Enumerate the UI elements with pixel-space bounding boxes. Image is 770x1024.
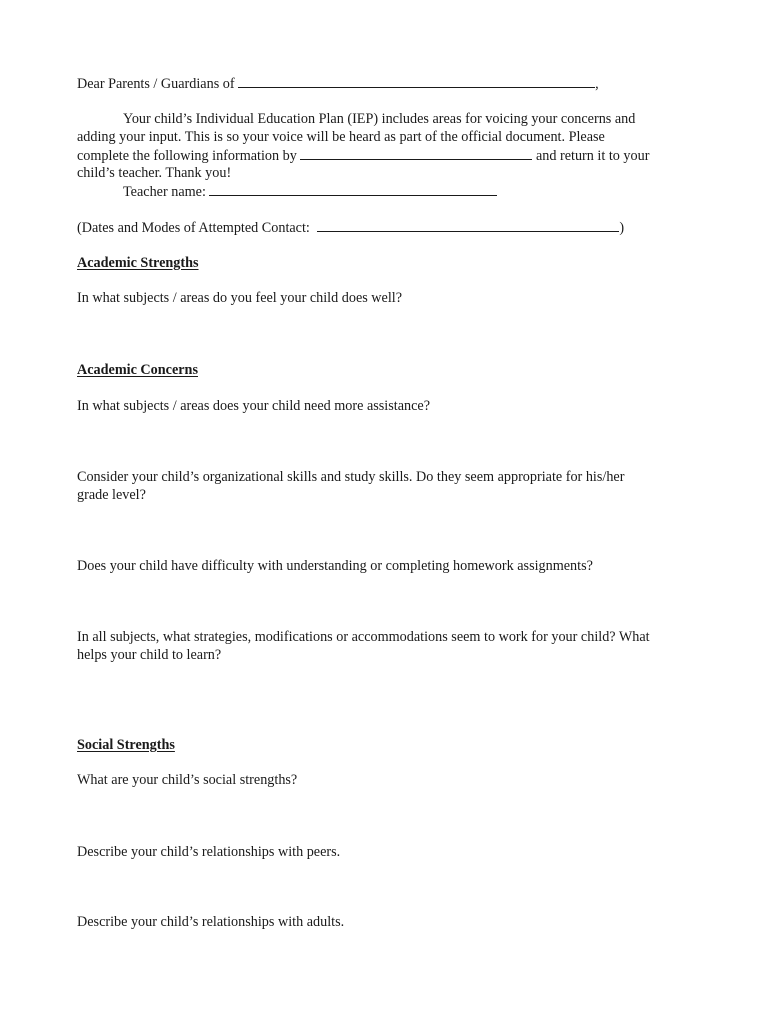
salutation-suffix: , <box>595 76 599 92</box>
contact-prefix: (Dates and Modes of Attempted Contact: <box>77 220 310 236</box>
intro-line-4: child’s teacher. Thank you! <box>77 165 232 181</box>
teacher-name-line <box>123 182 497 201</box>
social-strengths-heading: Social Strengths <box>77 737 175 753</box>
academic-concerns-heading: Academic Concerns <box>77 362 198 378</box>
salutation-prefix: Dear Parents / Guardians of <box>77 76 235 92</box>
academic-concerns-question-4-line-2: helps your child to learn? <box>77 647 222 663</box>
contact-blank[interactable] <box>317 218 619 232</box>
academic-concerns-question-2-line-2: grade level? <box>77 487 146 503</box>
return-date-blank[interactable] <box>300 146 532 160</box>
contact-suffix: ) <box>619 220 625 236</box>
social-strengths-question-2: Describe your child’s relationships with peers. <box>77 844 341 860</box>
academic-strengths-heading: Academic Strengths <box>77 255 199 271</box>
deadline-suffix: and return it to your <box>535 148 650 164</box>
academic-concerns-question-4-line-1: In all subjects, what strategies, modifications or accommodations seem to work for your child? What <box>77 629 650 645</box>
contact-line <box>77 218 624 237</box>
deadline-prefix: complete the following information by <box>77 148 297 164</box>
academic-concerns-question-3: Does your child have difficulty with understanding or completing homework assignments? <box>77 558 593 574</box>
academic-concerns-question-2-line-1: Consider your child’s organizational skills and study skills. Do they seem appropriate for his/her <box>77 469 625 485</box>
intro-line-2: adding your input. This is so your voice will be heard as part of the official document. Please <box>77 129 605 145</box>
salutation-line <box>77 74 599 93</box>
child-name-blank[interactable] <box>238 74 595 88</box>
teacher-name-blank[interactable] <box>209 182 497 196</box>
academic-strengths-question: In what subjects / areas do you feel your child does well? <box>77 290 403 306</box>
social-strengths-question-1: What are your child’s social strengths? <box>77 772 298 788</box>
academic-concerns-question-1: In what subjects / areas does your child need more assistance? <box>77 398 430 414</box>
intro-line-1: Your child’s Individual Education Plan (IEP) includes areas for voicing your concerns and <box>123 111 636 127</box>
teacher-name-label: Teacher name: <box>123 184 206 200</box>
intro-line-3 <box>77 146 649 165</box>
social-strengths-question-3: Describe your child’s relationships with adults. <box>77 914 345 930</box>
